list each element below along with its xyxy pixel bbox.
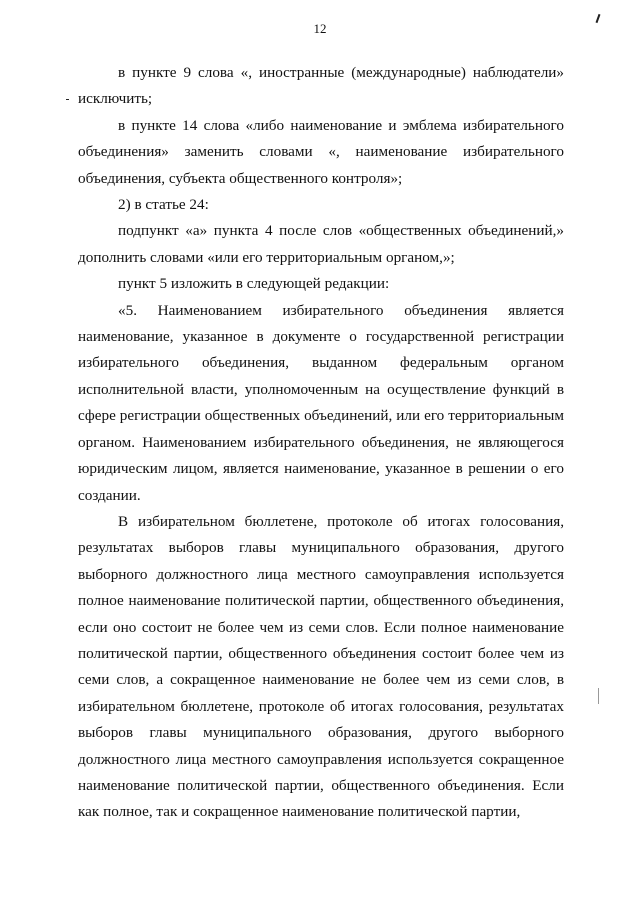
document-body: [78, 60, 564, 826]
paragraph-4: подпункт «а» пункта 4 после слов «общественных объединений,» дополнить словами «или его территориальным органом,»;: [78, 222, 564, 266]
paragraph-6: «5. Наименованием избирательного объединения является наименование, указанное в документе о государственной регистрации избирательного объединения, выданном федеральным органом исполнительной власти, уполномоченным на осуществление функций в сфере регистрации общественных объединений, или его территориальным органом. Наименованием избирательного объединения, не являющегося юридическим лицом, является наименование, указанное в решении о его создании.: [78, 301, 564, 504]
page-number: 12: [313, 21, 327, 36]
paragraph-2: в пункте 14 слова «либо наименование и эмблема избирательного объединения» заменить словами «, наименование избирательного объединения, субъекта общественного контроля»;: [78, 116, 564, 187]
paragraph-1: в пункте 9 слова «, иностранные (международные) наблюдатели» исключить;: [78, 64, 564, 108]
paragraph-5: пункт 5 изложить в следующей редакции:: [118, 275, 390, 293]
paragraph-3: 2) в статье 24:: [118, 196, 209, 214]
scan-speck-right-margin: [598, 688, 599, 704]
paragraph-7: В избирательном бюллетене, протоколе об итогах голосования, результатах выборов главы муниципального образования, другого выборного должностного лица местного самоуправления используется полное наименование политической партии, общественного объединения, если оно состоит не более чем из семи слов. Если полное наименование политической партии, общественного объединения состоит более чем из семи слов, а сокращенное наименование не более чем из семи слов, в избирательном бюллетене, протоколе об итогах голосования, результатах выборов главы муниципального образования, другого выборного должностного лица местного самоуправления используется сокращенное наименование политической партии, общественного объединения. Если как полное, так и сокращенное наименование политической партии,: [78, 512, 564, 821]
scan-speck-left-margin: [66, 99, 69, 100]
